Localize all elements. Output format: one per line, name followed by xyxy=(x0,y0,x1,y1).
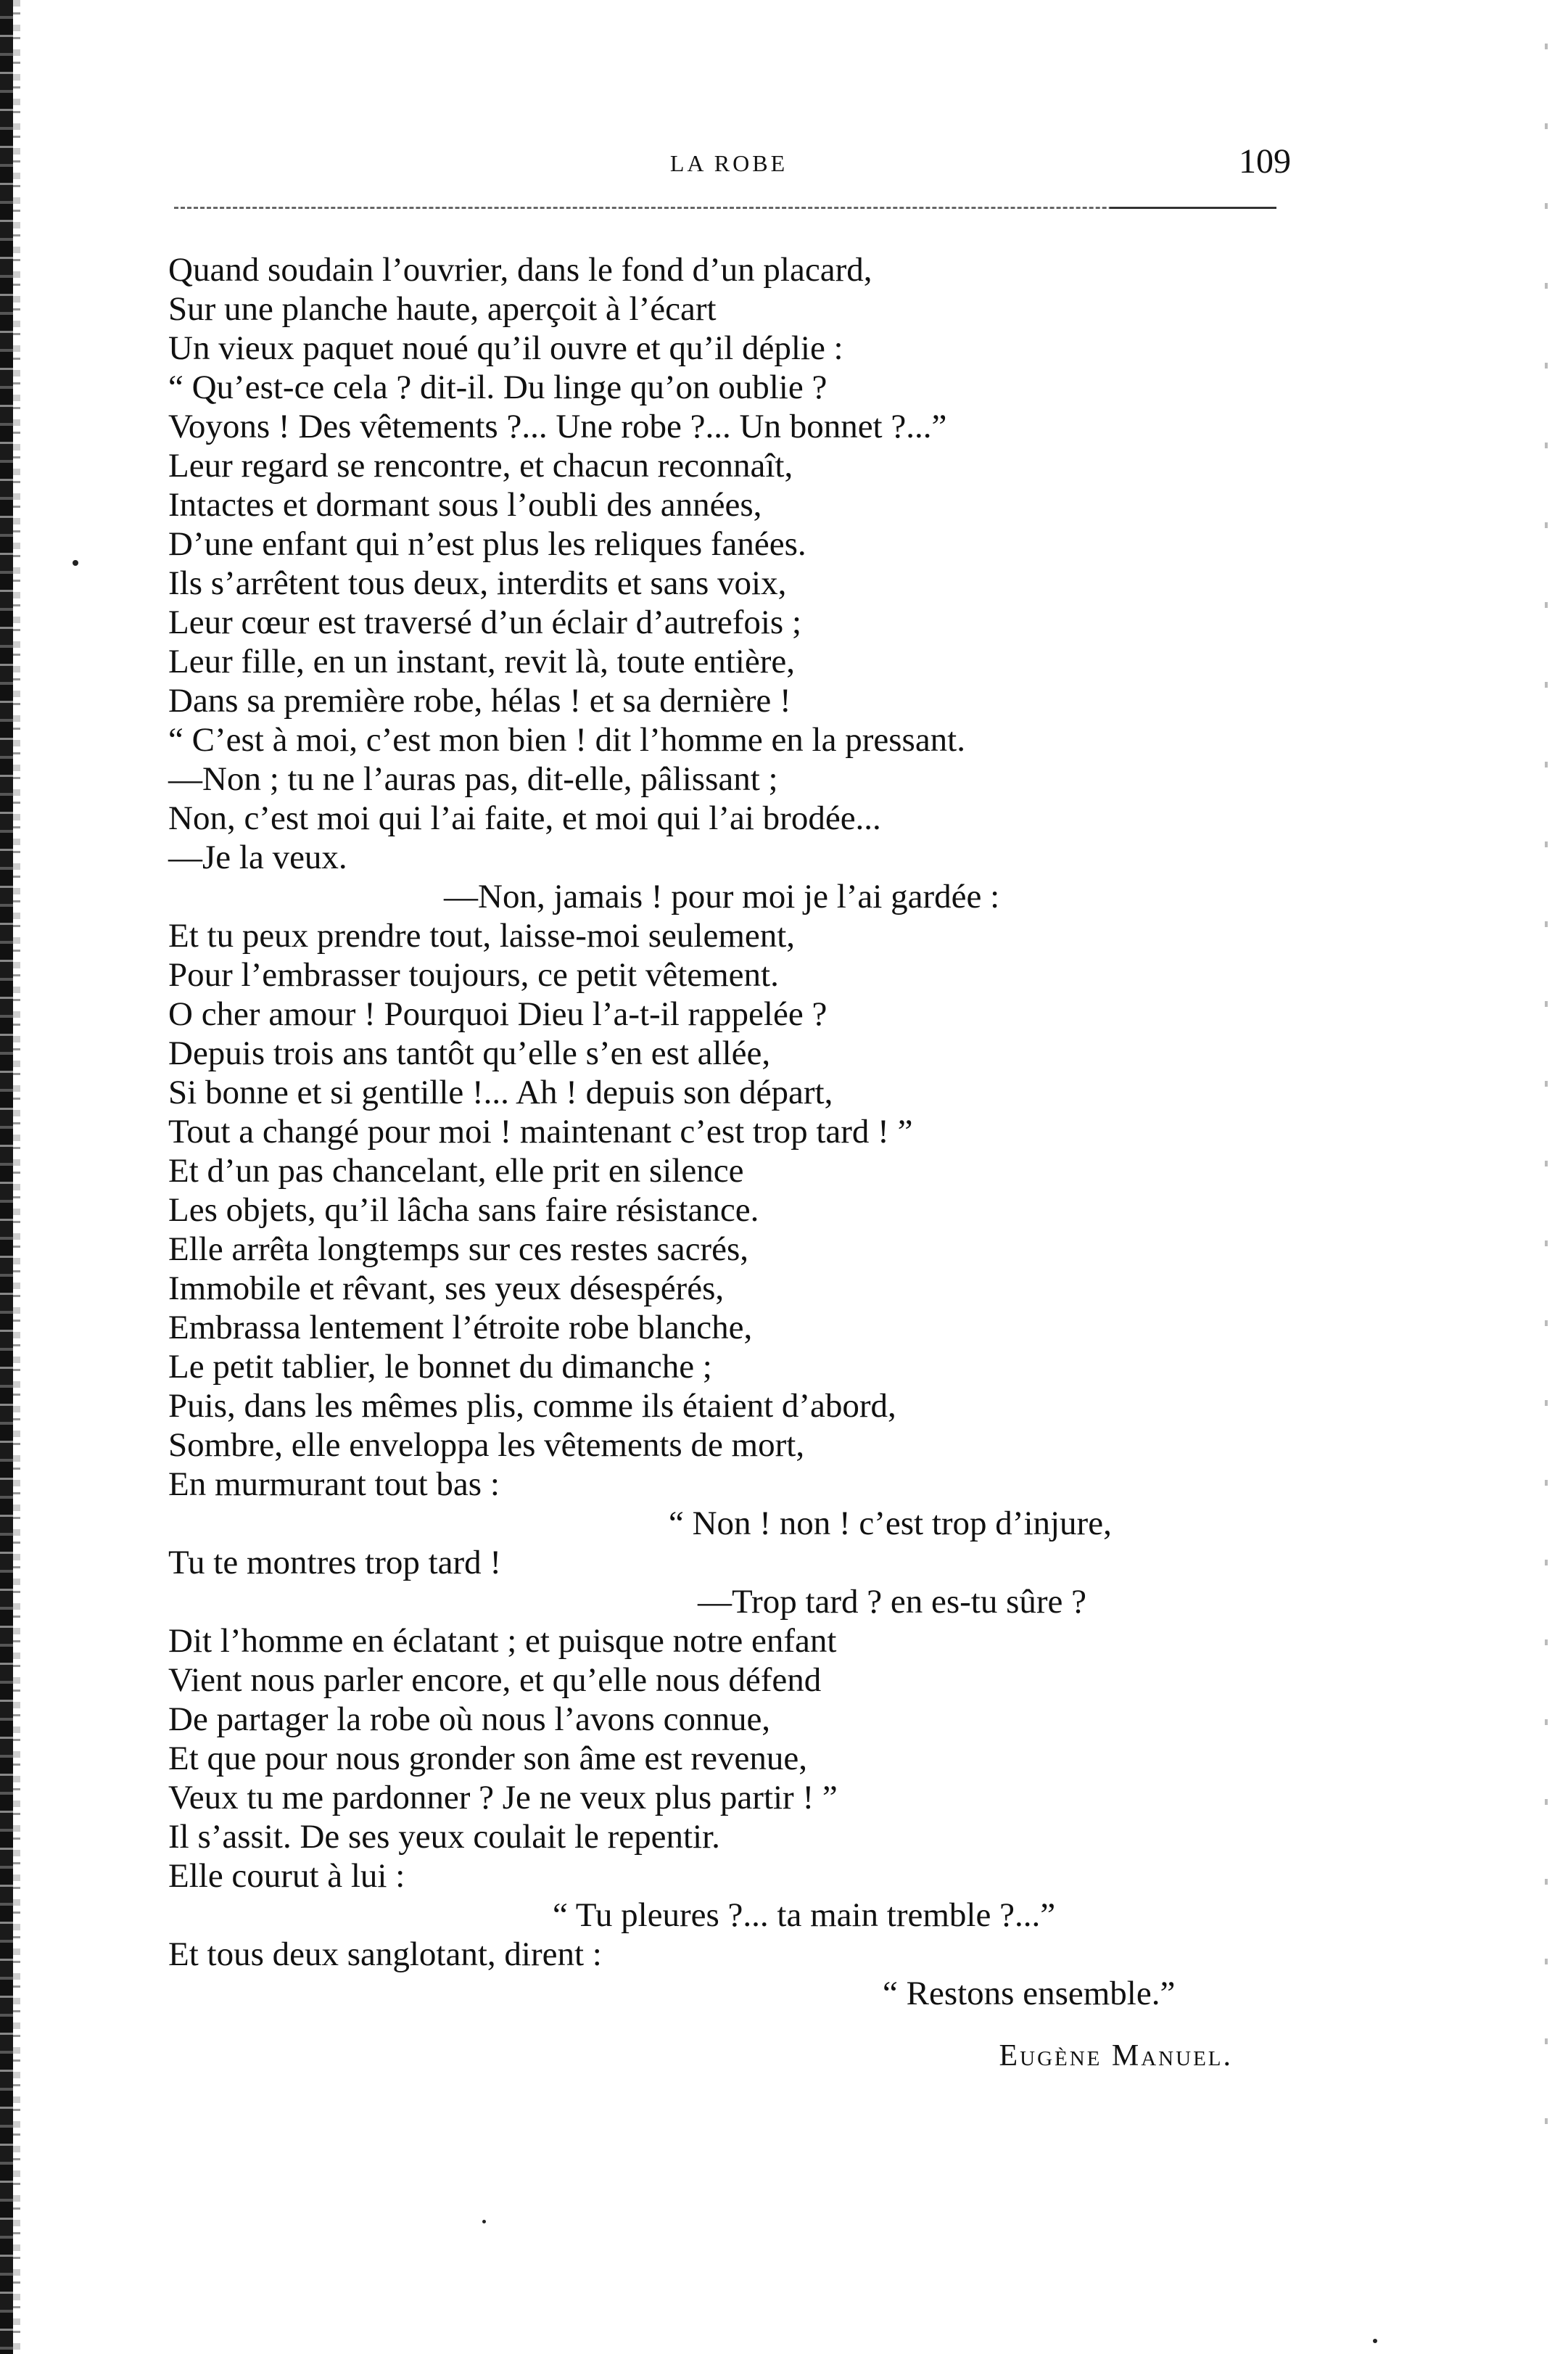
poem-line: Quand soudain l’ouvrier, dans le fond d’un placard, xyxy=(168,251,872,289)
poem-line: Tout a changé pour moi ! maintenant c’est trop tard ! ” xyxy=(168,1113,913,1151)
poem-line: Si bonne et si gentille !... Ah ! depuis son départ, xyxy=(168,1074,833,1111)
ink-speck xyxy=(1373,2339,1377,2343)
page-number: 109 xyxy=(1239,142,1291,181)
ink-speck xyxy=(482,2220,486,2223)
binding-edge xyxy=(0,0,13,2354)
poem-line: Sombre, elle enveloppa les vêtements de mort, xyxy=(168,1426,805,1464)
running-title: LA ROBE xyxy=(669,150,788,176)
poem-line: “ Tu pleures ?... ta main tremble ?...” xyxy=(553,1896,1056,1934)
poem-line: Elle arrêta longtemps sur ces restes sacrés, xyxy=(168,1230,748,1268)
poem-line: Et tu peux prendre tout, laisse-moi seulement, xyxy=(168,917,796,955)
poem-line: —Je la veux. xyxy=(168,839,347,876)
poem-line: Tu te montres trop tard ! xyxy=(168,1544,502,1581)
poem-line: “ Restons ensemble.” xyxy=(883,1975,1176,2012)
poem-line: Non, c’est moi qui l’ai faite, et moi qui l’ai brodée... xyxy=(168,799,881,837)
binding-shadow xyxy=(13,0,20,2354)
poem-line: Puis, dans les mêmes plis, comme ils étaient d’abord, xyxy=(168,1387,896,1425)
poem-line: Veux tu me pardonner ? Je ne veux plus partir ! ” xyxy=(168,1779,838,1816)
header-rule-accent xyxy=(1110,207,1276,209)
poem-line: “ C’est à moi, c’est mon bien ! dit l’homme en la pressant. xyxy=(168,721,965,759)
poem-line: Intactes et dormant sous l’oubli des années, xyxy=(168,486,762,524)
poem-line: Dit l’homme en éclatant ; et puisque notre enfant xyxy=(168,1622,837,1660)
poem-line: O cher amour ! Pourquoi Dieu l’a-t-il rappelée ? xyxy=(168,995,828,1033)
poem-line: Elle courut à lui : xyxy=(168,1857,405,1895)
poem-line: —Non ; tu ne l’auras pas, dit-elle, pâlissant ; xyxy=(168,760,778,798)
poem-line: “ Non ! non ! c’est trop d’injure, xyxy=(669,1505,1112,1542)
ink-speck xyxy=(73,560,78,566)
poem-line: Un vieux paquet noué qu’il ouvre et qu’il déplie : xyxy=(168,329,843,367)
poem-line: —Trop tard ? en es-tu sûre ? xyxy=(698,1583,1087,1621)
poem-line: Embrassa lentement l’étroite robe blanche, xyxy=(168,1309,753,1346)
poem-body xyxy=(168,250,1285,2013)
poem-line: Dans sa première robe, hélas ! et sa dernière ! xyxy=(168,682,791,720)
poem-line: Et que pour nous gronder son âme est revenue, xyxy=(168,1740,807,1777)
poem-line: Leur fille, en un instant, revit là, toute entière, xyxy=(168,643,795,680)
poem-line: Leur cœur est traversé d’un éclair d’autrefois ; xyxy=(168,604,802,641)
poem-line: En murmurant tout bas : xyxy=(168,1465,500,1503)
poem-line: Vient nous parler encore, et qu’elle nous défend xyxy=(168,1661,822,1699)
poem-line: Sur une planche haute, aperçoit à l’écart xyxy=(168,290,717,328)
poem-line: Les objets, qu’il lâcha sans faire résistance. xyxy=(168,1191,759,1229)
poem-line: Et d’un pas chancelant, elle prit en silence xyxy=(168,1152,744,1190)
poem-line: —Non, jamais ! pour moi je l’ai gardée : xyxy=(444,878,1000,915)
poem-line: D’une enfant qui n’est plus les reliques fanées. xyxy=(168,525,806,563)
poem-line: Voyons ! Des vêtements ?... Une robe ?... Un bonnet ?...” xyxy=(168,408,947,445)
poem-line: De partager la robe où nous l’avons connue, xyxy=(168,1700,771,1738)
poem-line: “ Qu’est-ce cela ? dit-il. Du linge qu’on oublie ? xyxy=(168,369,828,406)
poem-line: Pour l’embrasser toujours, ce petit vêtement. xyxy=(168,956,779,994)
poem-line: Ils s’arrêtent tous deux, interdits et sans voix, xyxy=(168,564,787,602)
poem-line: Immobile et rêvant, ses yeux désespérés, xyxy=(168,1269,725,1307)
poem-line: Il s’assit. De ses yeux coulait le repentir. xyxy=(168,1818,720,1856)
poem-line: Et tous deux sanglotant, dirent : xyxy=(168,1935,602,1973)
poem-line: Leur regard se rencontre, et chacun reconnaît, xyxy=(168,447,793,485)
poem-line: Le petit tablier, le bonnet du dimanche ; xyxy=(168,1348,712,1386)
right-page-edge xyxy=(1545,44,1548,2147)
poem-line: Depuis trois ans tantôt qu’elle s’en est allée, xyxy=(168,1034,771,1072)
running-head xyxy=(167,141,1291,192)
author-signature: Eugène Manuel. xyxy=(999,2039,1233,2073)
